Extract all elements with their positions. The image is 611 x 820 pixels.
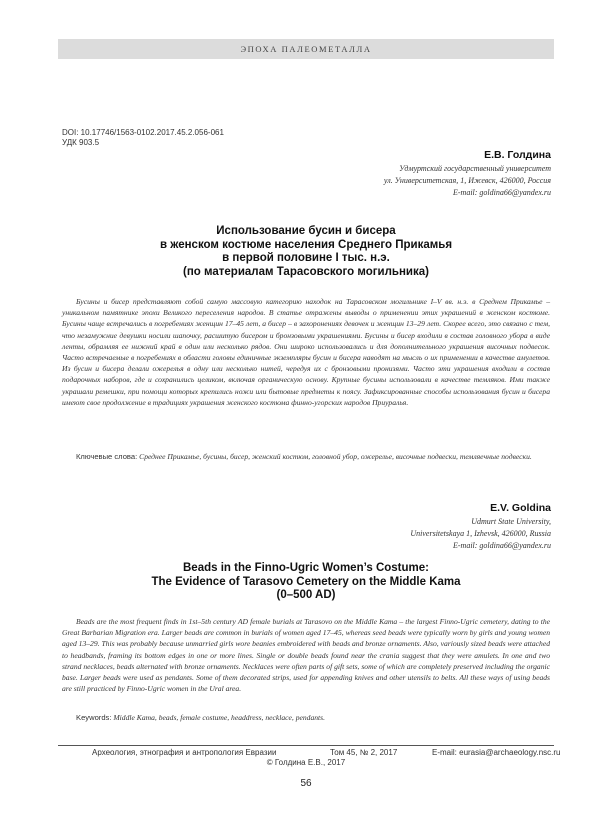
footer-email: E-mail: eurasia@archaeology.nsc.ru [432, 748, 561, 757]
en-affiliation [231, 516, 551, 552]
doi: DOI: 10.17746/1563-0102.2017.45.2.056-061 [62, 128, 224, 137]
ru-title [58, 225, 554, 279]
en-affiliation-line: Universitetskaya 1, Izhevsk, 426000, Russia [410, 529, 551, 538]
en-affiliation-line: Udmurt State University, [471, 517, 551, 526]
ru-affiliation-line: Удмуртский государственный университет [399, 164, 551, 173]
ru-title-line: в первой половине I тыс. н.э. [222, 252, 390, 264]
footer-copyright: © Голдина Е.В., 2017 [266, 758, 346, 767]
ru-affiliation-email: E-mail: goldina66@yandex.ru [452, 188, 551, 197]
ru-author-name: Е.В. Голдина [484, 149, 551, 161]
footer-divider [58, 745, 554, 746]
en-affiliation-email: E-mail: goldina66@yandex.ru [452, 541, 551, 550]
ru-title-line: (по материалам Тарасовского могильника) [183, 265, 429, 278]
en-keywords-label: Keywords: [76, 713, 112, 722]
ru-keywords-text: Среднее Прикамье, бусины, бисер, женский костюм, головной убор, ожерелье, височные подвески, темляечные подвески. [139, 452, 532, 461]
section-header-band [58, 39, 554, 59]
en-abstract: Beads are the most frequent finds in 1st–5th century AD female burials at Tarasovo on the Middle Kama – the largest Finno-Ugric cemetery, dating to the Great Barbarian Migration era. Larger beads are common in burials of women aged 17–45, whereas seed beads were typically worn by girls and young women aged 13–29. This was probably because unmarried girls wore beanies embroidered with beads and bronze ornaments. Also, variously sized beads were attached to headbands, framing its bottom edges in one or more lines. Single or double beads found near the crania suggest that they were amulets. In one and two strand necklaces, beads alternated with bronze ornaments. Necklaces were often parts of gift sets, some of which are completely preserved including the organic base. Larger beads were used as pendants. Some of them decorated strips, used for appending knives and other utensils to belts. All these ways of using beads are still practiced by Finno-Ugric women in the Ural area. [62, 617, 550, 694]
footer-volume: Том 45, № 2, 2017 [330, 748, 398, 757]
ru-keywords [62, 451, 550, 462]
page-number: 56 [300, 778, 312, 789]
ru-title-line: в женском костюме населения Среднего Прикамья [159, 238, 453, 251]
section-title: ЭПОХА ПАЛЕОМЕТАЛЛА [240, 44, 372, 54]
en-title-line: Beads in the Finno-Ugric Women’s Costume: [183, 562, 429, 574]
ru-abstract: Бусины и бисер представляют собой самую массовую категорию находок на Тарасовском могильнике I–V вв. н.э. в Среднем Прикамье – уникальном памятнике эпохи Великого переселения народов. В статье отражены выводы о применении этих украшений в женском костюме. Бусины чаще встречались в погребениях женщин 17–45 лет, а бисер – в захоронениях девочек и женщин 13–29 лет. Скорее всего, это связано с тем, что незамужние девушки носили шапочку, расшитую бисером и бронзовыми украшениями. Бусины и бисер входили в состав головного убора в виде ленты, обрамляя ее нижний край в один или несколько рядов. Они широко использовались и для дополнительного украшения височных подвесок. Часто встречаемые в погребениях в области головы единичные экземпляры бусин и бисера наводят на мысль о их применении в качестве амулетов. Из бусин и бисера делали ожерелья в одну или несколько нитей, чередуя их с бронзовыми пронизями. Часто эти украшения входили в состав подарочных наборов, где и сохранились целиком, включая органическую основу. Крупные бусины использовали в качестве темляков. Ими также украшали ремешки, при помощи которых крепились ножи или бытовые предметы к поясу. Зафиксированные способы использования бусин и бисера имеют свое продолжение в традициях украшения женского костюма финно-угорских народов Приуралья. [62, 297, 550, 407]
article-meta [62, 128, 224, 148]
en-title-line: The Evidence of Tarasovo Cemetery on the Middle Kama [151, 575, 461, 588]
ru-affiliation [231, 163, 551, 199]
en-keywords [62, 712, 550, 723]
udk-code: УДК 903.5 [62, 138, 100, 147]
ru-keywords-label: Ключевые слова: [76, 452, 138, 461]
en-keywords-text: Middle Kama, beads, female costume, headdress, necklace, pendants. [113, 713, 326, 722]
en-title-line: (0–500 AD) [276, 589, 336, 601]
en-title [58, 562, 554, 603]
footer-journal: Археология, этнография и антропология Евразии [92, 748, 277, 757]
ru-title-line: Использование бусин и бисера [216, 225, 396, 237]
ru-affiliation-line: ул. Университетская, 1, Ижевск, 426000, Россия [383, 176, 551, 185]
en-author-name: E.V. Goldina [490, 502, 551, 514]
